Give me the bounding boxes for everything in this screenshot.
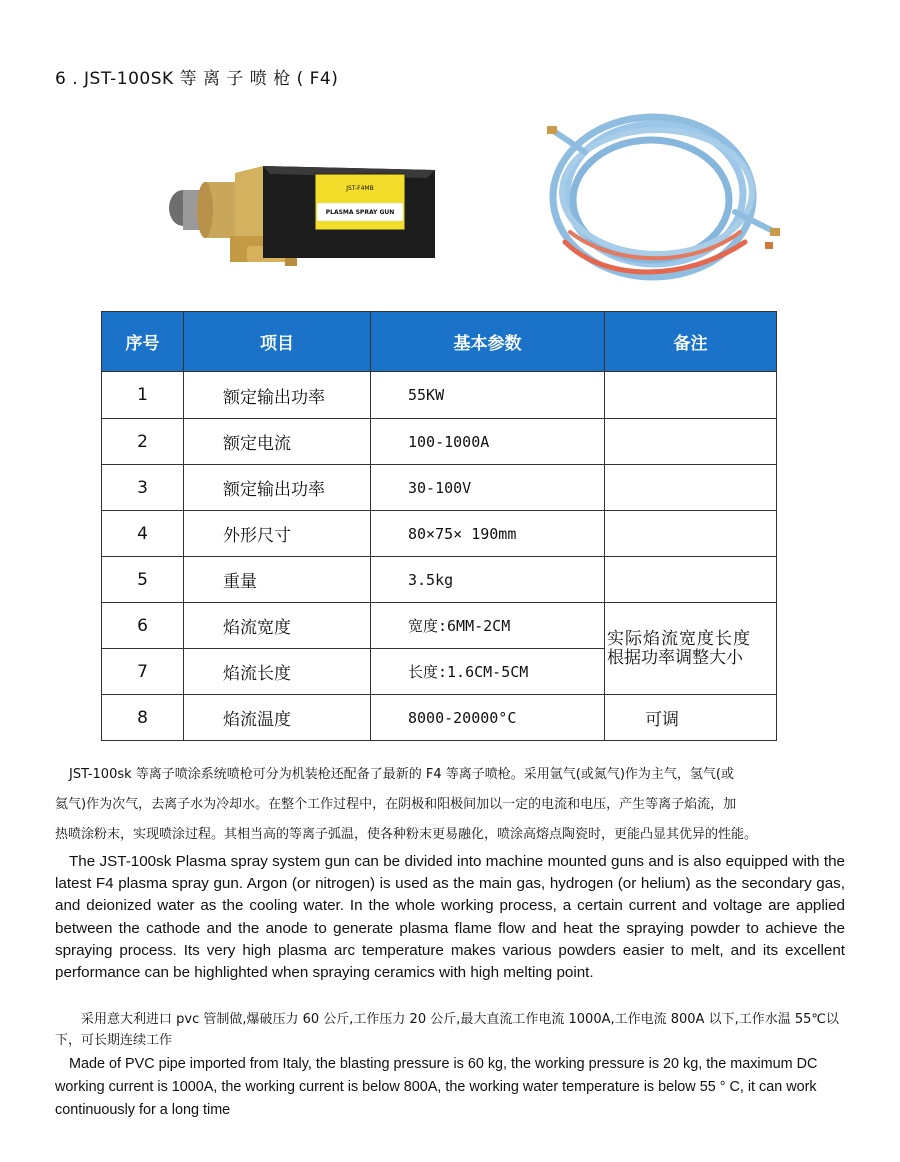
header-no: 序号	[102, 312, 184, 372]
row-item: 额定输出功率	[184, 465, 371, 511]
english-hose-description	[55, 1053, 845, 1122]
row-no: 2	[102, 419, 184, 465]
table-row	[102, 695, 777, 741]
table-row	[102, 372, 777, 419]
row-param: 55KW	[371, 372, 605, 419]
row-note	[605, 557, 777, 603]
chinese-hose-description	[55, 1009, 845, 1051]
row-no: 6	[102, 603, 184, 649]
english-description	[55, 851, 845, 984]
row-no: 3	[102, 465, 184, 511]
row-note	[605, 372, 777, 419]
table-header-row	[102, 312, 777, 372]
cn-line-1-text: JST-100sk 等离子喷涂系统喷枪可分为机装枪还配备了最新的 F4 等离子喷枪。采用氩气(或氮气)作为主气，氢气(或	[69, 767, 735, 782]
row-item: 额定电流	[184, 419, 371, 465]
row-item: 焰流长度	[184, 649, 371, 695]
gun-label-model: JST-F4MB	[346, 185, 374, 192]
header-note: 备注	[605, 312, 777, 372]
row-no: 4	[102, 511, 184, 557]
table-row	[102, 557, 777, 603]
row-item: 外形尺寸	[184, 511, 371, 557]
spec-table	[101, 311, 777, 741]
table-row	[102, 465, 777, 511]
table-row	[102, 511, 777, 557]
cn-line-1	[55, 760, 845, 790]
row-item: 额定输出功率	[184, 372, 371, 419]
row-param: 8000-20000°C	[371, 695, 605, 741]
row-note-merged	[605, 603, 777, 695]
row-note	[605, 511, 777, 557]
row-note	[605, 465, 777, 511]
hose-image	[525, 92, 793, 292]
cn-line-2: 氦气)作为次气，去离子水为冷却水。在整个工作过程中，在阴极和阳极间加以一定的电流和电压，产生等离子焰流，加	[55, 797, 737, 812]
plasma-spray-gun-image	[135, 108, 465, 303]
page-title: 6 . JST-100SK 等 离 子 喷 枪 ( F4)	[55, 69, 339, 89]
row-param: 100-1000A	[371, 419, 605, 465]
row-item: 焰流宽度	[184, 603, 371, 649]
row-param: 宽度:6MM-2CM	[371, 603, 605, 649]
note-line-1: 实际焰流宽度长度	[607, 628, 751, 649]
chinese-description	[55, 760, 845, 850]
row-no: 8	[102, 695, 184, 741]
header-item: 项目	[184, 312, 371, 372]
row-param: 长度:1.6CM-5CM	[371, 649, 605, 695]
row-no: 7	[102, 649, 184, 695]
row-note	[605, 419, 777, 465]
row-item: 焰流温度	[184, 695, 371, 741]
row-no: 5	[102, 557, 184, 603]
row-note: 可调	[605, 695, 777, 741]
table-row	[102, 603, 777, 649]
note-line-2: 根据功率调整大小	[607, 647, 743, 668]
row-param: 80×75× 190mm	[371, 511, 605, 557]
row-no: 1	[102, 372, 184, 419]
row-param: 3.5kg	[371, 557, 605, 603]
header-param: 基本参数	[371, 312, 605, 372]
row-param: 30-100V	[371, 465, 605, 511]
row-item: 重量	[184, 557, 371, 603]
table-row	[102, 419, 777, 465]
cn-hose-text: 采用意大利进口 pvc 管制做,爆破压力 60 公斤,工作压力 20 公斤,最大直流工作电流 1000A,工作电流 800A 以下,工作水温 55℃以下，可长期连续工作	[55, 1012, 839, 1048]
en-hose-text: Made of PVC pipe imported from Italy, the blasting pressure is 60 kg, the working pressure is 20 kg, the maximum DC working current is 1000A, the working current is below 800A, the working water temperature is below 55 ° C, it can work continuously for a long time	[55, 1056, 818, 1118]
en-description-text: The JST-100sk Plasma spray system gun can be divided into machine mounted guns and is also equipped with the latest F4 plasma spray gun. Argon (or nitrogen) is used as the main gas, hydrogen (or helium) as the secondary gas, and deionized water as the cooling water. In the whole working process, a certain current and voltage are applied between the cathode and the anode to generate plasma flame flow and heat the spraying powder to achieve the spraying process. Its very high plasma arc temperature makes various powders easier to melt, and its excellent performance can be highlighted when spraying ceramics with high melting point.	[55, 853, 845, 982]
cn-line-3: 热喷涂粉末，实现喷涂过程。其相当高的等离子弧温，使各种粉末更易融化，喷涂高熔点陶瓷时，更能凸显其优异的性能。	[55, 827, 758, 842]
gun-label-name: PLASMA SPRAY GUN	[325, 209, 395, 216]
